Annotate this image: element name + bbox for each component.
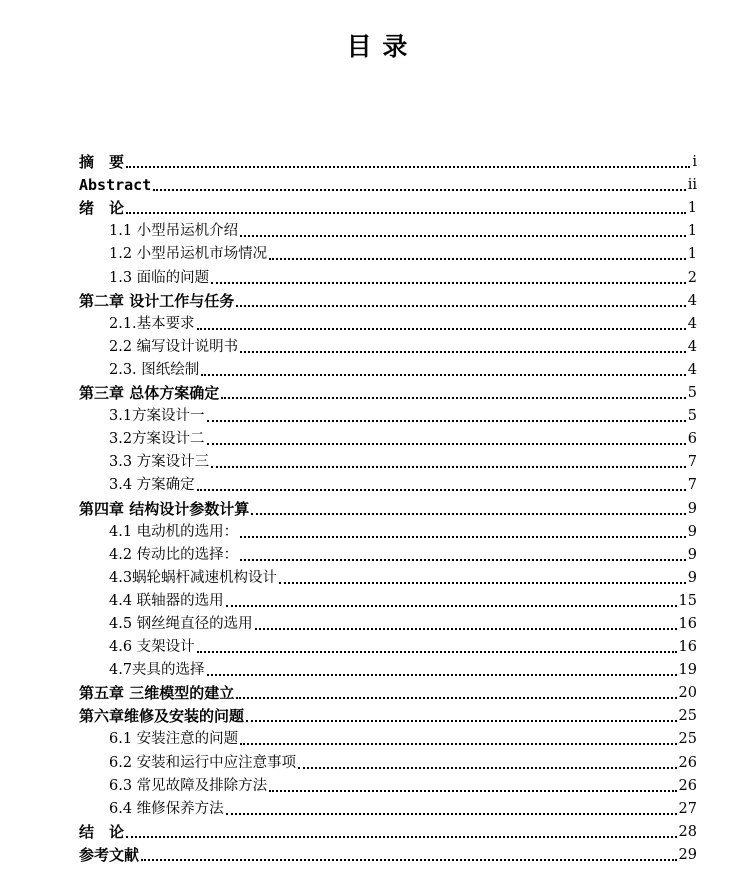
toc-entry-page-number: 4 (687, 338, 697, 355)
toc-section-entry[interactable] (79, 657, 697, 680)
toc-entry-page-number: 4 (687, 292, 697, 309)
dot-leader (246, 720, 677, 722)
toc-chapter-entry[interactable] (79, 172, 697, 195)
toc-entry-page-number: 29 (678, 846, 697, 863)
dot-leader (207, 420, 686, 422)
toc-entry-label: 第六章维修及安装的问题 (79, 707, 245, 726)
toc-entry-label: 结 论 (79, 822, 125, 841)
toc-entry-label: 4.6 支架设计 (109, 639, 195, 656)
dot-leader (236, 305, 686, 307)
toc-section-entry[interactable] (79, 565, 697, 588)
toc-section-entry[interactable] (79, 588, 697, 611)
dot-leader (211, 466, 686, 468)
toc-entry-page-number: 16 (678, 615, 697, 632)
dot-leader (269, 790, 676, 792)
toc-section-entry[interactable] (79, 749, 697, 772)
toc-entry-label: 2.2 编写设计说明书 (109, 338, 239, 355)
toc-section-entry[interactable] (79, 726, 697, 749)
toc-entry-label: 第三章 总体方案确定 (79, 384, 220, 403)
toc-entry-page-number: 9 (687, 523, 697, 540)
dot-leader (251, 513, 686, 515)
dot-leader (236, 697, 676, 699)
toc-entry-page-number: 1 (687, 223, 697, 240)
toc-section-entry[interactable] (79, 311, 697, 334)
toc-entry-label: Abstract (79, 176, 152, 195)
toc-entry-label: 4.3蜗轮蜗杆减速机构设计 (109, 569, 278, 586)
dot-leader (197, 328, 686, 330)
toc-section-entry[interactable] (79, 634, 697, 657)
toc-entry-label: 6.2 安装和运行中应注意事项 (109, 754, 297, 771)
dot-leader (298, 767, 676, 769)
toc-chapter-entry[interactable] (79, 195, 697, 218)
toc-section-entry[interactable] (79, 218, 697, 241)
toc-entry-page-number: 26 (678, 777, 697, 794)
toc-section-entry[interactable] (79, 773, 697, 796)
dot-leader (221, 397, 686, 399)
toc-chapter-entry[interactable] (79, 288, 697, 311)
toc-entry-label: 3.2方案设计二 (109, 431, 205, 448)
dot-leader (211, 282, 686, 284)
toc-section-entry[interactable] (79, 264, 697, 287)
toc-section-entry[interactable] (79, 241, 697, 264)
dot-leader (279, 582, 686, 584)
toc-entry-page-number: 7 (687, 454, 697, 471)
toc-entry-label: 3.3 方案设计三 (109, 454, 210, 471)
dot-leader (240, 743, 676, 745)
toc-chapter-entry[interactable] (79, 380, 697, 403)
toc-section-entry[interactable] (79, 426, 697, 449)
toc-entry-page-number: 4 (687, 315, 697, 332)
toc-entry-page-number: 1 (687, 200, 697, 217)
toc-entry-label: 1.1 小型吊运机介绍 (109, 223, 239, 240)
dot-leader (207, 674, 677, 676)
toc-entry-label: 4.5 钢丝绳直径的选用 (109, 615, 253, 632)
toc-entry-label: 6.4 维修保养方法 (109, 800, 224, 817)
toc-section-entry[interactable] (79, 403, 697, 426)
toc-section-entry[interactable] (79, 519, 697, 542)
dot-leader (255, 628, 677, 630)
toc-section-entry[interactable] (79, 449, 697, 472)
toc-section-entry[interactable] (79, 357, 697, 380)
dot-leader (207, 443, 686, 445)
toc-entry-label: 6.3 常见故障及排除方法 (109, 777, 268, 794)
dot-leader (226, 605, 677, 607)
dot-leader (141, 859, 677, 861)
toc-chapter-entry[interactable] (79, 495, 697, 518)
toc-entry-label: 1.2 小型吊运机市场情况 (109, 246, 268, 263)
toc-entry-page-number: 20 (678, 685, 697, 702)
toc-entry-page-number: 27 (678, 800, 697, 817)
toc-entry-label: 第二章 设计工作与任务 (79, 291, 235, 310)
toc-entry-page-number: 9 (687, 500, 697, 517)
toc-entry-label: 绪 论 (79, 199, 125, 218)
dot-leader (153, 189, 685, 191)
toc-section-entry[interactable] (79, 542, 697, 565)
toc-section-entry[interactable] (79, 796, 697, 819)
toc-entry-label: 4.1 电动机的选用： (109, 523, 239, 540)
toc-entry-label: 4.7夹具的选择 (109, 662, 205, 679)
toc-entry-page-number: 25 (678, 731, 697, 748)
toc-entry-page-number: 6 (687, 431, 697, 448)
toc-entry-label: 3.1方案设计一 (109, 408, 205, 425)
toc-entry-page-number: 19 (678, 662, 697, 679)
toc-entry-page-number: 9 (687, 569, 697, 586)
toc-entry-label: 3.4 方案确定 (109, 477, 195, 494)
toc-entry-label: 2.1.基本要求 (109, 315, 195, 332)
toc-entry-page-number: 9 (687, 546, 697, 563)
dot-leader (240, 235, 686, 237)
dot-leader (240, 559, 686, 561)
dot-leader (201, 374, 685, 376)
toc-entry-page-number: 2 (687, 269, 697, 286)
toc-entry-label: 参考文献 (79, 845, 140, 864)
toc-section-entry[interactable] (79, 334, 697, 357)
toc-section-entry[interactable] (79, 472, 697, 495)
toc-entry-label: 摘 要 (79, 153, 125, 172)
toc-entry-label: 1.3 面临的问题 (109, 269, 210, 286)
dot-leader (240, 351, 686, 353)
toc-entry-page-number: 25 (678, 708, 697, 725)
toc-entry-page-number: 26 (678, 754, 697, 771)
dot-leader (197, 651, 677, 653)
toc-chapter-entry[interactable] (79, 680, 697, 703)
toc-chapter-entry[interactable] (79, 149, 697, 172)
toc-chapter-entry[interactable] (79, 842, 697, 865)
toc-section-entry[interactable] (79, 611, 697, 634)
toc-entry-label: 6.1 安装注意的问题 (109, 731, 239, 748)
dot-leader (126, 836, 677, 838)
dot-leader (126, 166, 690, 168)
dot-leader (269, 258, 686, 260)
table-of-contents (79, 149, 697, 865)
toc-entry-page-number: 16 (678, 639, 697, 656)
toc-entry-page-number: 5 (687, 385, 697, 402)
toc-entry-label: 4.2 传动比的选择： (109, 546, 239, 563)
dot-leader (126, 212, 686, 214)
toc-entry-page-number: ii (687, 177, 697, 194)
dot-leader (197, 489, 686, 491)
toc-entry-label: 第四章 结构设计参数计算 (79, 499, 250, 518)
toc-entry-page-number: 28 (678, 823, 697, 840)
toc-chapter-entry[interactable] (79, 819, 697, 842)
toc-entry-page-number: 1 (687, 246, 697, 263)
toc-entry-page-number: 15 (678, 592, 697, 609)
dot-leader (240, 536, 686, 538)
toc-entry-page-number: i (692, 154, 697, 171)
toc-chapter-entry[interactable] (79, 703, 697, 726)
toc-entry-page-number: 7 (687, 477, 697, 494)
toc-entry-page-number: 5 (687, 408, 697, 425)
toc-entry-page-number: 4 (687, 361, 697, 378)
toc-entry-label: 4.4 联轴器的选用 (109, 592, 224, 609)
toc-entry-label: 2.3. 图纸绘制 (109, 361, 200, 378)
toc-entry-label: 第五章 三维模型的建立 (79, 684, 235, 703)
dot-leader (226, 813, 677, 815)
page-title: 目 录 (346, 32, 409, 61)
